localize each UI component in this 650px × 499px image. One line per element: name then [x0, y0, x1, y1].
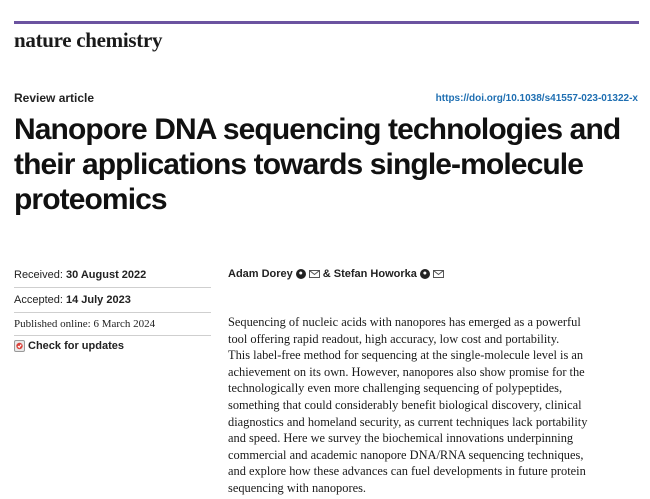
received-date — [14, 269, 146, 281]
abstract-line: technologically even more challenging sequencing of polypeptides, — [228, 381, 563, 396]
title-line: their applications towards single-molecule — [14, 148, 583, 181]
journal-name[interactable]: nature chemistry — [14, 28, 163, 52]
orcid-icon[interactable]: ● — [296, 269, 306, 279]
accepted-value: 14 July 2023 — [65, 294, 131, 306]
abstract-line: achievement on its own. However, nanopores also show promise for the — [228, 364, 585, 379]
abstract — [228, 314, 628, 497]
journal-top-rule — [14, 21, 639, 24]
meta-divider — [14, 335, 211, 336]
accepted-label: Accepted: — [14, 294, 63, 306]
orcid-icon[interactable]: ● — [420, 269, 430, 279]
abstract-line: and speed. Here we survey the biochemical innovations underpinning — [228, 431, 574, 446]
published-date: Published online: 6 March 2024 — [14, 318, 156, 330]
author-list — [228, 268, 447, 280]
abstract-line: commercial and academic nanopore DNA/RNA sequencing techniques, — [228, 447, 584, 462]
author-joiner: & — [322, 268, 331, 280]
received-label: Received: — [14, 269, 63, 281]
check-for-updates-icon — [14, 340, 25, 352]
abstract-line: and explore how these advances can fuel developments in future protein — [228, 464, 586, 479]
article-type: Review article — [14, 91, 95, 105]
meta-divider — [14, 312, 211, 313]
author-name[interactable]: Stefan Howorka — [333, 268, 417, 280]
abstract-line: something that could considerably benefit biological discovery, clinical — [228, 397, 582, 412]
title-line: Nanopore DNA sequencing technologies and — [14, 113, 621, 146]
abstract-line: sequencing with nanopores. — [228, 480, 366, 495]
abstract-line: diagnostics and homeland security, as current techniques lack portability — [228, 414, 588, 429]
meta-divider — [14, 287, 211, 288]
doi-link[interactable]: https://doi.org/10.1038/s41557-023-01322-x — [435, 93, 638, 104]
title-line: proteomics — [14, 183, 167, 216]
accepted-date — [14, 294, 131, 306]
article-title — [14, 112, 644, 217]
author-name[interactable]: Adam Dorey — [228, 268, 293, 280]
abstract-line: Sequencing of nucleic acids with nanopores has emerged as a powerful — [228, 315, 581, 329]
email-icon[interactable] — [309, 270, 320, 278]
email-icon[interactable] — [433, 270, 444, 278]
received-value: 30 August 2022 — [65, 269, 147, 281]
check-for-updates-button[interactable] — [14, 340, 124, 352]
abstract-line: tool offering rapid readout, high accuracy, low cost and portability. — [228, 331, 560, 346]
check-for-updates-label: Check for updates — [28, 340, 124, 352]
abstract-line: This label-free method for sequencing at the single-molecule level is an — [228, 348, 584, 363]
